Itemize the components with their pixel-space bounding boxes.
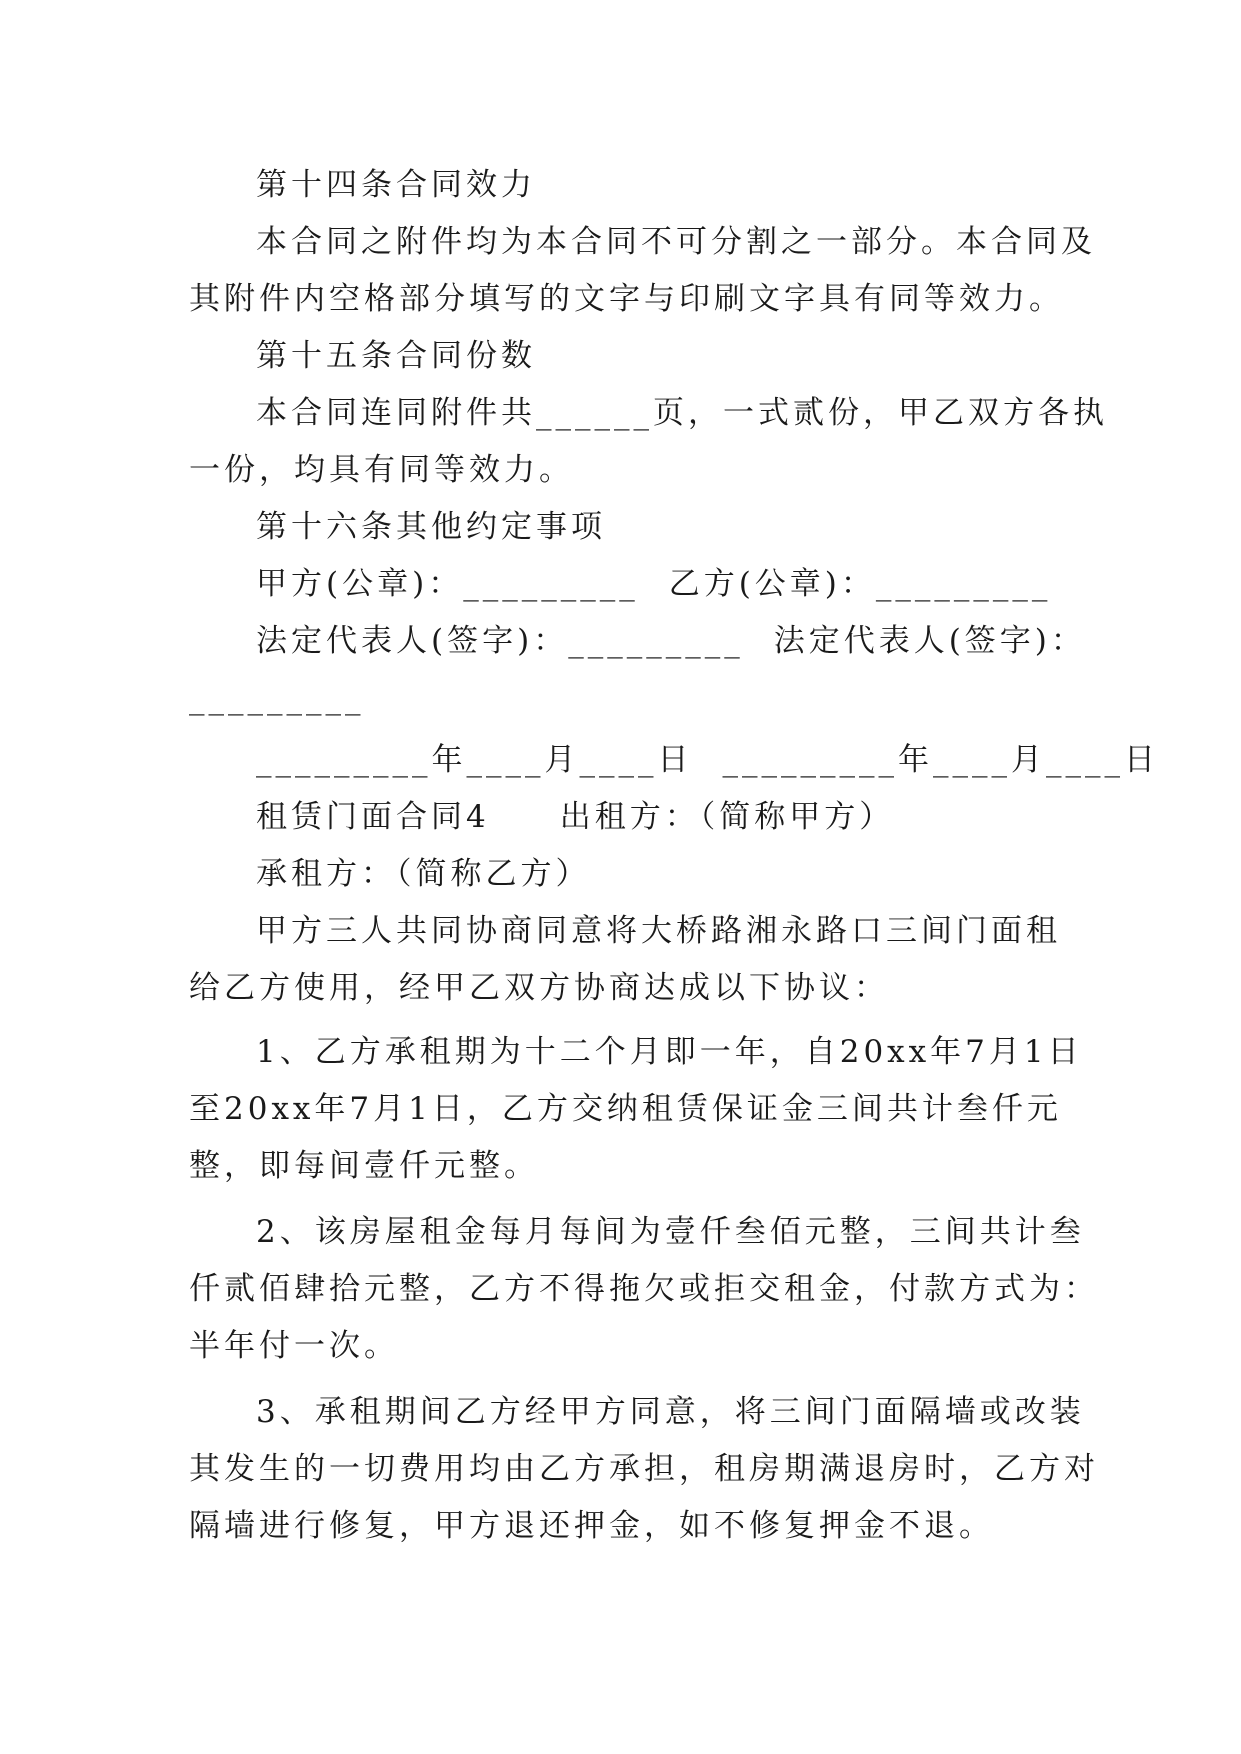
paragraph-line: 本合同连同附件共______页，一式贰份，甲乙双方各执 xyxy=(256,395,1108,431)
contract-title-line xyxy=(256,797,894,837)
article-15-heading: 第十五条合同份数 xyxy=(256,338,536,374)
paragraph-line: 本合同之附件均为本合同不可分割之一部分。本合同及 xyxy=(256,224,1096,260)
paragraph-line: 给乙方使用，经甲乙双方协商达成以下协议： xyxy=(189,970,889,1006)
clause-1-line: 至20xx年7月1日，乙方交纳租赁保证金三间共计叁仟元 xyxy=(189,1091,1062,1127)
signature-line xyxy=(256,621,1086,661)
clause-3-line: 隔墙进行修复，甲方退还押金，如不修复押金不退。 xyxy=(189,1508,994,1544)
party-a-date-field: _________年____月____日 xyxy=(256,742,693,778)
clause-2-line: 半年付一次。 xyxy=(189,1328,399,1364)
party-b-date-field: _________年____月____日 xyxy=(722,742,1159,778)
party-b-representative-blank: _________ xyxy=(189,680,365,716)
date-line xyxy=(256,740,1159,780)
paragraph-line: 其附件内空格部分填写的文字与印刷文字具有同等效力。 xyxy=(189,281,1064,317)
clause-2-line: 仟贰佰肆拾元整，乙方不得拖欠或拒交租金，付款方式为： xyxy=(189,1271,1099,1307)
clause-1-line: 1、乙方承租期为十二个月即一年，自20xx年7月1日 xyxy=(256,1034,1083,1070)
party-a-seal-field: 甲方(公章)：_________ xyxy=(256,566,639,602)
seal-line xyxy=(256,564,1051,604)
paragraph-line: 甲方三人共同协商同意将大桥路湘永路口三间门面租 xyxy=(256,913,1061,949)
clause-2-line: 2、该房屋租金每月每间为壹仟叁佰元整，三间共计叁 xyxy=(256,1214,1085,1250)
contract-title: 租赁门面合同4 xyxy=(256,799,490,835)
clause-3-line: 3、承租期间乙方经甲方同意，将三间门面隔墙或改装 xyxy=(256,1394,1085,1430)
lessee-label: 承租方：（简称乙方） xyxy=(256,856,591,892)
party-b-seal-field: 乙方(公章)：_________ xyxy=(668,566,1052,602)
party-a-representative-field: 法定代表人(签字)：_________ xyxy=(256,623,744,659)
article-16-heading: 第十六条其他约定事项 xyxy=(256,509,606,545)
lessor-label: 出租方：（简称甲方） xyxy=(559,799,895,835)
paragraph-line: 一份，均具有同等效力。 xyxy=(189,452,574,488)
clause-3-line: 其发生的一切费用均由乙方承担，租房期满退房时，乙方对 xyxy=(189,1451,1099,1487)
party-b-representative-label: 法定代表人(签字)： xyxy=(773,623,1086,659)
clause-1-line: 整，即每间壹仟元整。 xyxy=(189,1148,539,1184)
article-14-heading: 第十四条合同效力 xyxy=(256,167,536,203)
